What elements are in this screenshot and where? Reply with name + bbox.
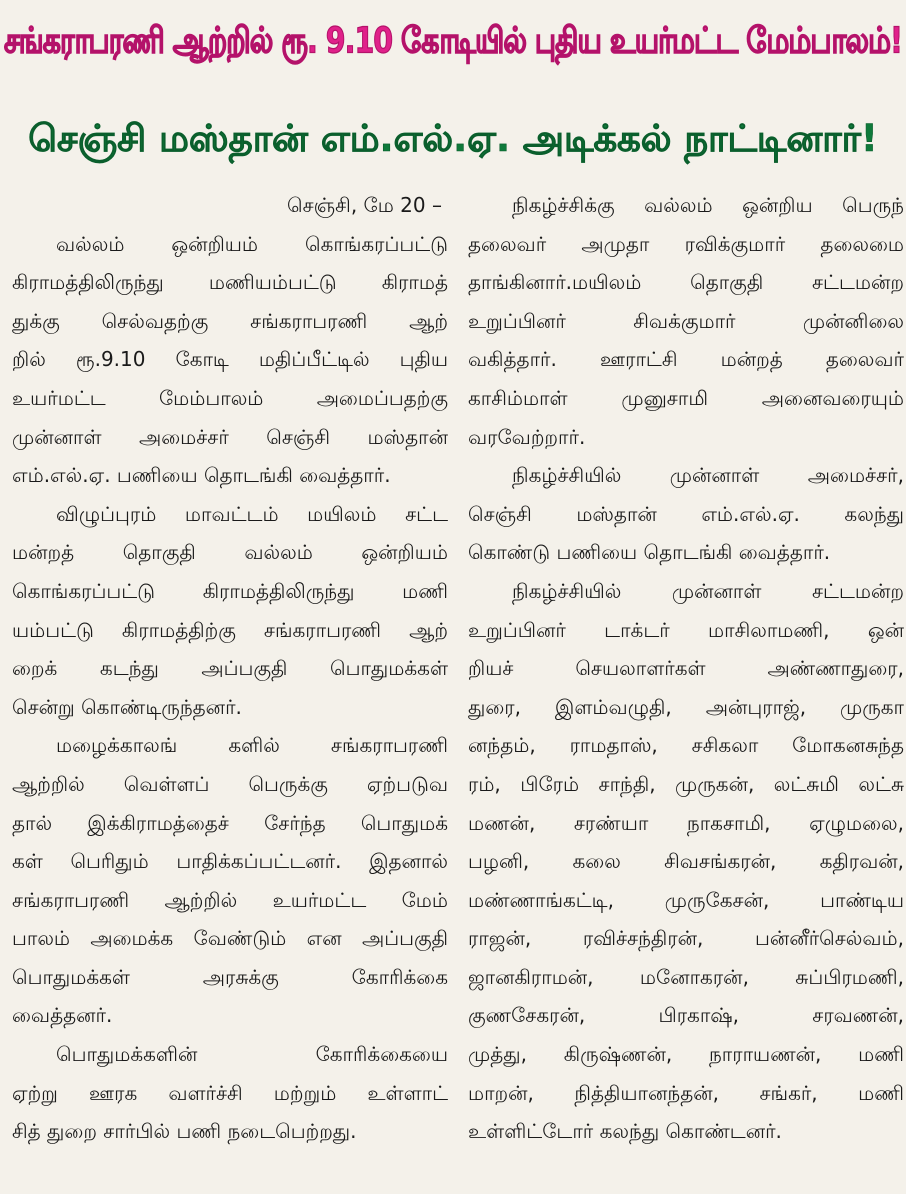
- text-line: நிகழ்ச்சியில் முன்னாள் அமைச்சர்,: [512, 463, 904, 488]
- text-line: வகித்தார். ஊராட்சி மன்றத் தலைவர்: [468, 347, 904, 372]
- text-line: நிகழ்ச்சியில் முன்னாள் சட்டமன்ற: [512, 578, 904, 603]
- text-line: மண்ணாங்கட்டி, முருகேசன், பாண்டிய: [468, 887, 904, 912]
- text-line: வைத்தனர்.: [12, 1003, 113, 1028]
- text-line: கள் பெரிதும் பாதிக்கப்பட்டனர். இதனால்: [12, 849, 448, 874]
- text-line: ஏற்று ஊரக வளர்ச்சி மற்றும் உள்ளாட்: [12, 1080, 448, 1105]
- text-line: தால் இக்கிராமத்தைச் சேர்ந்த பொதுமக்: [12, 810, 448, 835]
- text-line: மாறன், நித்தியானந்தன், சங்கர், மணி: [468, 1080, 904, 1105]
- text-line: காசிம்மாள் முனுசாமி அனைவரையும்: [468, 385, 904, 410]
- article-column-left: [12, 186, 448, 1151]
- text-line: துரை, இளம்வழுதி, அன்புராஜ், முருகா: [468, 694, 904, 719]
- text-line: வல்லம் ஒன்றியம் கொங்கரப்பட்டு: [56, 231, 448, 256]
- text-line: மழைக்காலங் களில் சங்கராபரணி: [56, 733, 448, 758]
- text-line: முன்னாள் அமைச்சர் செஞ்சி மஸ்தான்: [12, 424, 448, 449]
- text-line: றியச் செயலாளர்கள் அண்ணாதுரை,: [468, 656, 904, 681]
- text-line: ஜானகிராமன், மனோகரன், சுப்பிரமணி,: [468, 964, 904, 989]
- text-line: உறுப்பினர் டாக்டர் மாசிலாமணி, ஒன்: [468, 617, 904, 642]
- text-line: நிகழ்ச்சிக்கு வல்லம் ஒன்றிய பெருந்: [512, 193, 904, 217]
- text-line: பாலம் அமைக்க வேண்டும் என அப்பகுதி: [12, 926, 448, 951]
- text-line: மன்றத் தொகுதி வல்லம் ஒன்றியம்: [12, 540, 448, 565]
- text-line: குணசேகரன், பிரகாஷ், சரவணன்,: [468, 1003, 904, 1028]
- text-line: தலைவர் அமுதா ரவிக்குமார் தலைமை: [468, 231, 904, 256]
- text-line: சங்கராபரணி ஆற்றில் உயர்மட்ட மேம்: [12, 887, 448, 912]
- text-line: கிராமத்திலிருந்து மணியம்பட்டு கிராமத்: [12, 270, 448, 295]
- text-line: உயர்மட்ட மேம்பாலம் அமைப்பதற்கு: [12, 385, 448, 410]
- text-line: செஞ்சி மஸ்தான் எம்.எல்.ஏ. கலந்து: [468, 501, 904, 526]
- text-line: னந்தம், ராமதாஸ், சசிகலா மோகனசுந்த: [468, 733, 904, 758]
- text-line: பழனி, கலை சிவசங்கரன், கதிரவன்,: [468, 849, 904, 874]
- text-line: ரம், பிரேம் சாந்தி, முருகன், லட்சுமி லட்சு: [468, 771, 904, 796]
- text-line: வரவேற்றார்.: [468, 424, 586, 449]
- text-line: விழுப்புரம் மாவட்டம் மயிலம் சட்ட: [56, 501, 448, 526]
- text-line: பொதுமக்கள் அரசுக்கு கோரிக்கை: [12, 964, 448, 989]
- subheadline: செஞ்சி மஸ்தான் எம்.எல்.ஏ. அடிக்கல் நாட்டினார்!: [28, 117, 878, 160]
- text-line: யம்பட்டு கிராமத்திற்கு சங்கராபரணி ஆற்: [12, 617, 448, 642]
- text-line: பொதுமக்களின் கோரிக்கையை: [56, 1042, 448, 1067]
- text-line: தாங்கினார்.மயிலம் தொகுதி சட்டமன்ற: [468, 270, 904, 295]
- text-line: கொங்கரப்பட்டு கிராமத்திலிருந்து மணி: [12, 578, 448, 603]
- text-line: ஆற்றில் வெள்ளப் பெருக்கு ஏற்படுவ: [12, 771, 448, 796]
- text-line: சித் துறை சார்பில் பணி நடைபெற்றது.: [12, 1119, 357, 1144]
- text-line: கொண்டு பணியை தொடங்கி வைத்தார்.: [468, 540, 831, 565]
- text-line: மணன், சரண்யா நாகசாமி, ஏழுமலை,: [468, 810, 904, 835]
- text-line: றில் ரூ.9.10 கோடி மதிப்பீட்டில் புதிய: [12, 347, 448, 372]
- text-line: முத்து, கிருஷ்ணன், நாராயணன், மணி: [468, 1042, 904, 1067]
- text-line: உள்ளிட்டோர் கலந்து கொண்டனர்.: [468, 1119, 782, 1144]
- headline: சங்கராபரணி ஆற்றில் ரூ. 9.10 கோடியில் புதிய உயர்மட்ட மேம்பாலம்!: [3, 19, 903, 61]
- text-line: றைக் கடந்து அப்பகுதி பொதுமக்கள்: [12, 656, 448, 681]
- text-line: எம்.எல்.ஏ. பணியை தொடங்கி வைத்தார்.: [12, 463, 391, 488]
- text-line: உறுப்பினர் சிவக்குமார் முன்னிலை: [468, 308, 904, 333]
- text-line: ராஜன், ரவிச்சந்திரன், பன்னீர்செல்வம்,: [468, 926, 904, 951]
- text-line: துக்கு செல்வதற்கு சங்கராபரணி ஆற்: [12, 308, 448, 333]
- article-column-right: [468, 186, 904, 1151]
- text-line: சென்று கொண்டிருந்தனர்.: [12, 694, 242, 719]
- dateline: செஞ்சி, மே 20 –: [287, 193, 442, 217]
